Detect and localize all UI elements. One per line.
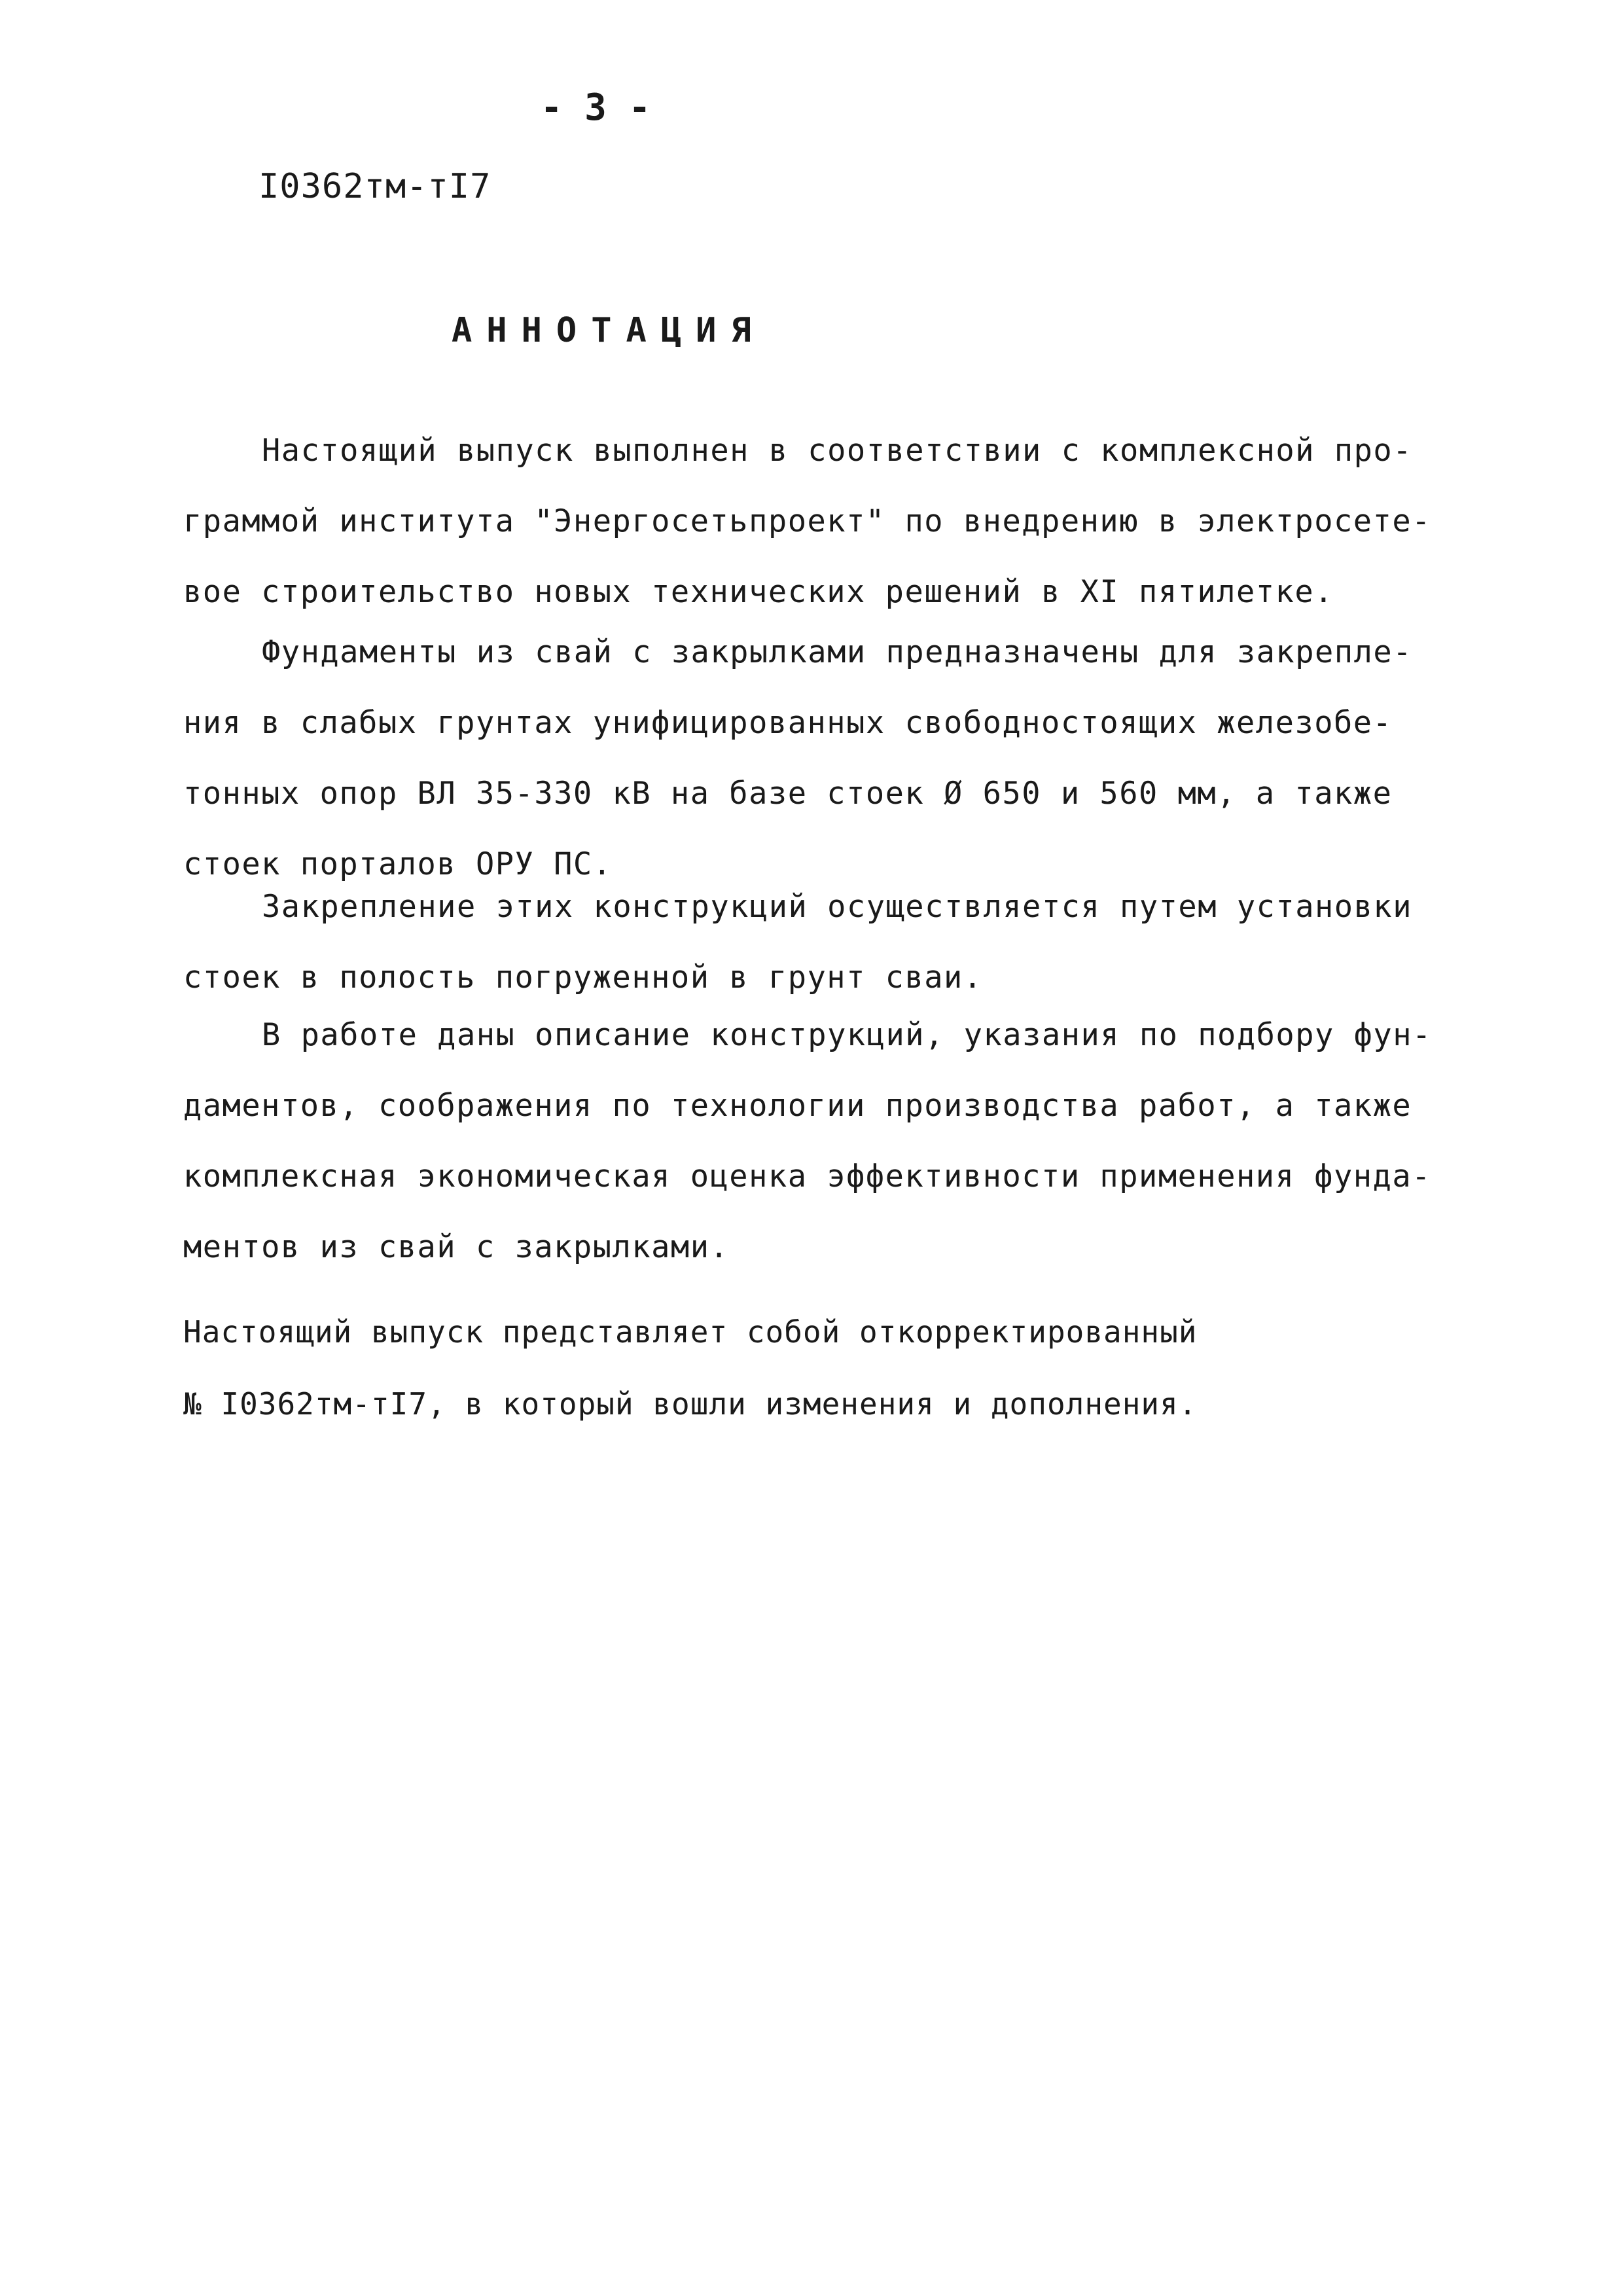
paragraph-foundations (183, 617, 1459, 900)
paragraph-line: вое строительство новых технических решений в XI пятилетке. (183, 574, 1334, 610)
page-title: АННОТАЦИЯ (452, 311, 766, 350)
paragraph-line: тонных опор ВЛ 35-330 кВ на базе стоек Ø 650 и 560 мм, а также (183, 776, 1393, 812)
paragraph-intro (183, 416, 1459, 628)
paragraph-line: ния в слабых грунтах унифицированных свободностоящих железобе- (183, 705, 1393, 741)
document-code: I0362тм-тI7 (259, 167, 491, 206)
paragraph-line: стоек порталов ОРУ ПС. (183, 846, 613, 882)
paragraph-line: стоек в полость погруженной в грунт сваи. (183, 960, 983, 996)
paragraph-line: граммой института "Энергосетьпроект" по внедрению в электросете- (183, 503, 1431, 539)
paragraph-line: Фундаменты из свай с закрылками предназначены для закрепле- (262, 634, 1412, 670)
paragraph-contents (183, 1000, 1459, 1283)
paragraph-line: даментов, соображения по технологии производства работ, а также (183, 1088, 1412, 1124)
note-line: Настоящий выпуск представляет собой откорректированный (183, 1314, 1198, 1350)
paragraph-line: В работе даны описание конструкций, указания по подбору фун- (262, 1017, 1432, 1053)
paragraph-line: Настоящий выпуск выполнен в соответствии с комплексной про- (262, 433, 1412, 469)
revision-note (183, 1296, 1361, 1440)
paragraph-line: ментов из свай с закрылками. (183, 1229, 730, 1265)
paragraph-fixing (183, 872, 1459, 1013)
paragraph-line: комплексная экономическая оценка эффективности применения фунда- (183, 1158, 1431, 1194)
page-number: - 3 - (540, 86, 651, 129)
note-line: № I0362тм-тI7, в который вошли изменения и дополнения. (183, 1386, 1198, 1422)
paragraph-line: Закрепление этих конструкций осуществляется путем установки (262, 889, 1412, 925)
